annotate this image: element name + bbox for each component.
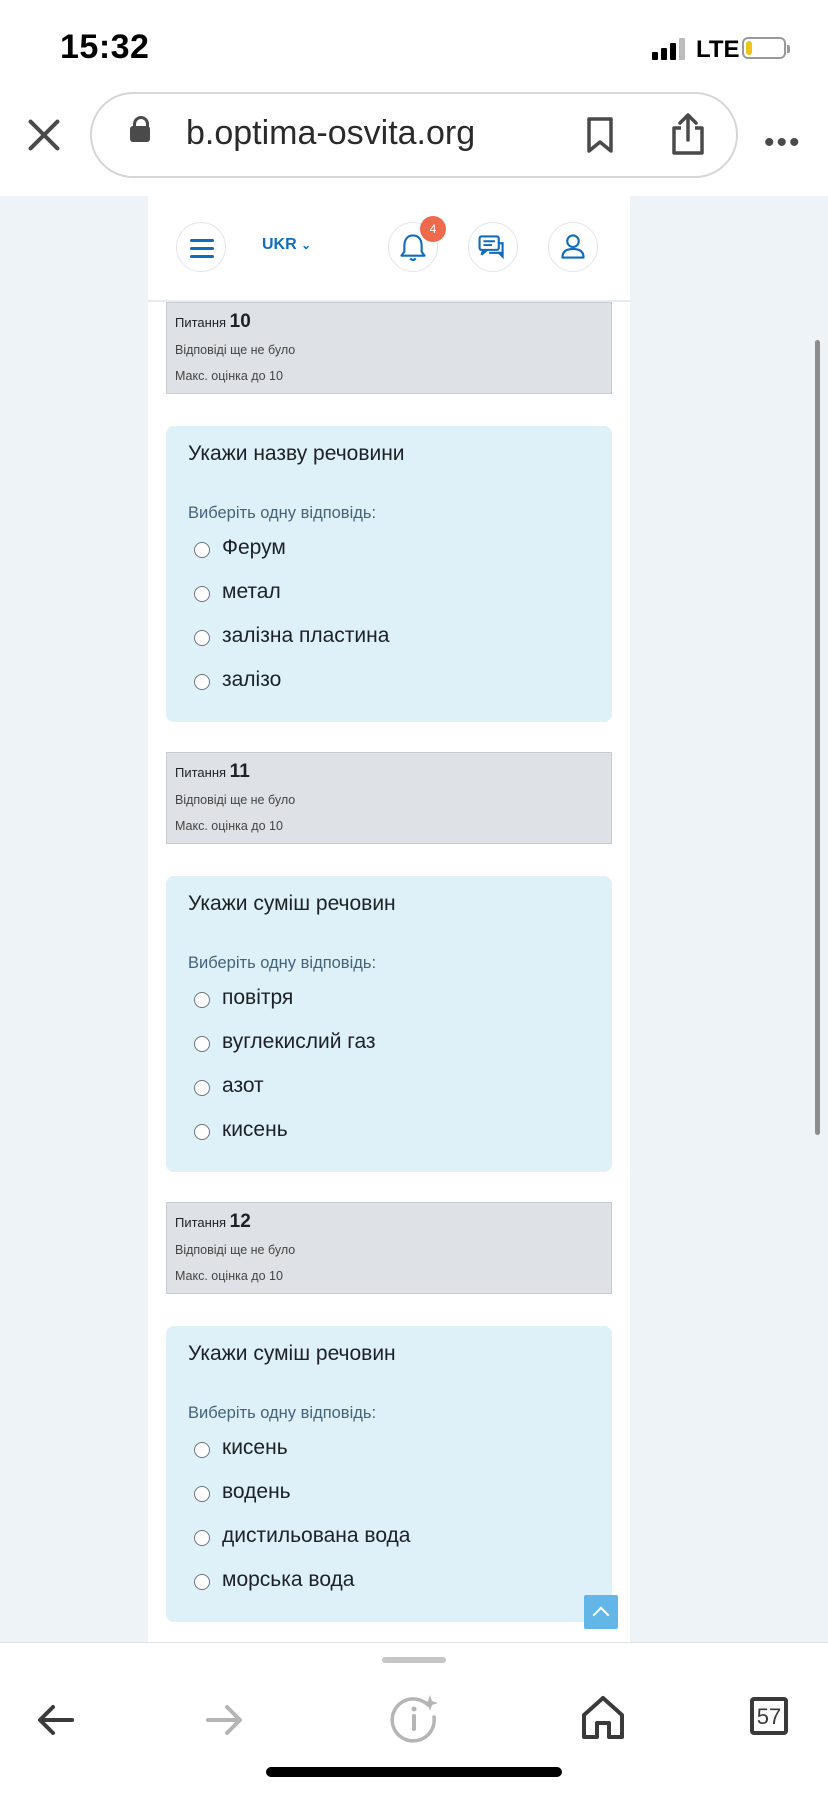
- answer-label[interactable]: морська вода: [222, 1568, 355, 1591]
- radio-button[interactable]: [194, 1486, 210, 1502]
- site-header: [148, 196, 630, 302]
- radio-button[interactable]: [194, 992, 210, 1008]
- share-icon[interactable]: [670, 112, 706, 156]
- answer-label[interactable]: повітря: [222, 986, 294, 1009]
- question-grade: Макс. оцінка до 10: [175, 369, 283, 383]
- radio-button[interactable]: [194, 630, 210, 646]
- page-content: [148, 196, 630, 1642]
- answer-label[interactable]: азот: [222, 1074, 264, 1097]
- url-field[interactable]: [90, 92, 738, 178]
- url-text[interactable]: b.optima-osvita.org: [186, 114, 476, 152]
- question-state: Відповіді ще не було: [175, 793, 296, 807]
- clock: 15:32: [60, 28, 150, 66]
- question-grade: Макс. оцінка до 10: [175, 1269, 283, 1283]
- question-card-11: [166, 876, 612, 1172]
- messages-button[interactable]: [468, 222, 518, 272]
- answer-prompt: Виберіть одну відповідь:: [188, 1404, 377, 1422]
- scroll-to-top-button[interactable]: [584, 1595, 618, 1629]
- radio-button[interactable]: [194, 1036, 210, 1052]
- answer-label[interactable]: залізна пластина: [222, 624, 390, 647]
- question-number: Питання 12: [175, 1211, 251, 1232]
- answer-label[interactable]: вуглекислий газ: [222, 1030, 376, 1053]
- radio-button[interactable]: [194, 1574, 210, 1590]
- answer-label[interactable]: Ферум: [222, 536, 286, 559]
- forward-arrow-icon[interactable]: [204, 1703, 244, 1737]
- question-info-10: [166, 302, 612, 394]
- menu-button[interactable]: [176, 222, 226, 272]
- back-arrow-icon[interactable]: [36, 1703, 76, 1737]
- radio-button[interactable]: [194, 1124, 210, 1140]
- question-number: Питання 10: [175, 311, 251, 332]
- tabs-button[interactable]: 57: [750, 1697, 788, 1735]
- user-menu-button[interactable]: [548, 222, 598, 272]
- answer-label[interactable]: кисень: [222, 1436, 288, 1459]
- answer-prompt: Виберіть одну відповідь:: [188, 954, 377, 972]
- radio-button[interactable]: [194, 542, 210, 558]
- signal-icon: [652, 38, 688, 60]
- radio-button[interactable]: [194, 1530, 210, 1546]
- browser-toolbar: [0, 1642, 828, 1793]
- close-icon[interactable]: [26, 116, 62, 152]
- question-card-10: [166, 426, 612, 722]
- chat-icon: [469, 223, 517, 271]
- chevron-down-icon: ⌄: [301, 238, 312, 252]
- home-indicator: [266, 1767, 562, 1777]
- language-label: UKR: [262, 236, 297, 253]
- more-options-icon[interactable]: •••: [764, 126, 802, 159]
- question-text: Укажи суміш речовин: [188, 892, 396, 915]
- bookmark-icon[interactable]: [586, 116, 614, 154]
- question-state: Відповіді ще не було: [175, 1243, 296, 1257]
- question-grade: Макс. оцінка до 10: [175, 819, 283, 833]
- network-type: LTE: [696, 36, 740, 63]
- answer-label[interactable]: водень: [222, 1480, 291, 1503]
- answer-prompt: Виберіть одну відповідь:: [188, 504, 377, 522]
- language-selector[interactable]: [262, 236, 311, 254]
- status-bar: [0, 0, 828, 92]
- answer-label[interactable]: кисень: [222, 1118, 288, 1141]
- question-text: Укажи суміш речовин: [188, 1342, 396, 1365]
- info-sparkle-icon[interactable]: [390, 1693, 440, 1743]
- question-info-12: [166, 1202, 612, 1294]
- browser-address-bar: [0, 92, 828, 196]
- radio-button[interactable]: [194, 674, 210, 690]
- battery-icon: [742, 37, 786, 59]
- question-card-12: [166, 1326, 612, 1622]
- notification-badge: 4: [420, 216, 446, 242]
- question-number: Питання 11: [175, 761, 250, 782]
- toolbar-grabber[interactable]: [382, 1657, 446, 1663]
- lock-icon: [130, 126, 150, 142]
- user-icon: [549, 223, 597, 271]
- question-state: Відповіді ще не було: [175, 343, 296, 357]
- question-text: Укажи назву речовини: [188, 442, 405, 465]
- radio-button[interactable]: [194, 586, 210, 602]
- scrollbar[interactable]: [815, 340, 820, 1135]
- radio-button[interactable]: [194, 1442, 210, 1458]
- answer-label[interactable]: метал: [222, 580, 281, 603]
- answer-label[interactable]: залізо: [222, 668, 282, 691]
- home-icon[interactable]: [580, 1693, 626, 1741]
- radio-button[interactable]: [194, 1080, 210, 1096]
- question-info-11: [166, 752, 612, 844]
- answer-label[interactable]: дистильована вода: [222, 1524, 411, 1547]
